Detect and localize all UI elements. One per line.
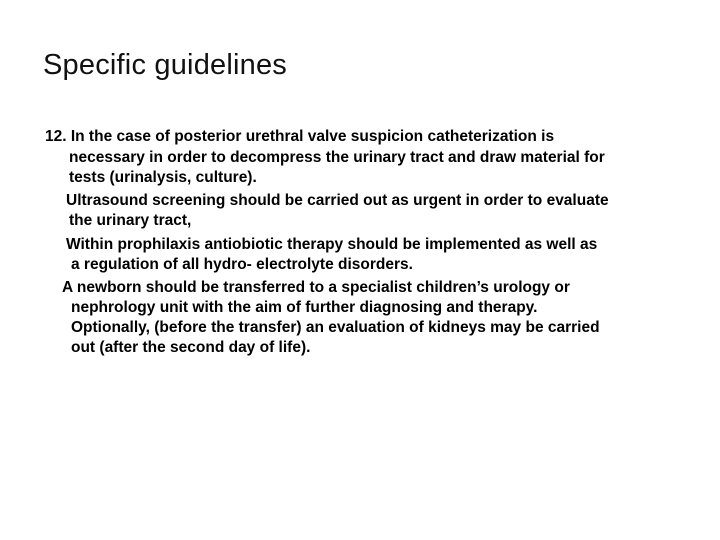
text-line: Ultrasound screening should be carried out as urgent in order to evaluate <box>66 192 609 209</box>
text-line: out (after the second day of life). <box>71 339 311 356</box>
text-line: Within prophilaxis antiobiotic therapy should be implemented as well as <box>66 236 598 253</box>
text-line: a regulation of all hydro- electrolyte disorders. <box>71 256 413 273</box>
text-line: 12. In the case of posterior urethral valve suspicion catheterization is <box>45 128 555 145</box>
text-line: nephrology unit with the aim of further diagnosing and therapy. <box>71 299 538 316</box>
text-line: Optionally, (before the transfer) an evaluation of kidneys may be carried <box>71 319 600 336</box>
text-line: the urinary tract, <box>69 212 192 229</box>
text-line: necessary in order to decompress the urinary tract and draw material for <box>69 149 605 166</box>
slide-title: Specific guidelines <box>43 49 287 81</box>
text-line: tests (urinalysis, culture). <box>69 169 257 186</box>
text-line: A newborn should be transferred to a specialist children’s urology or <box>62 279 570 296</box>
